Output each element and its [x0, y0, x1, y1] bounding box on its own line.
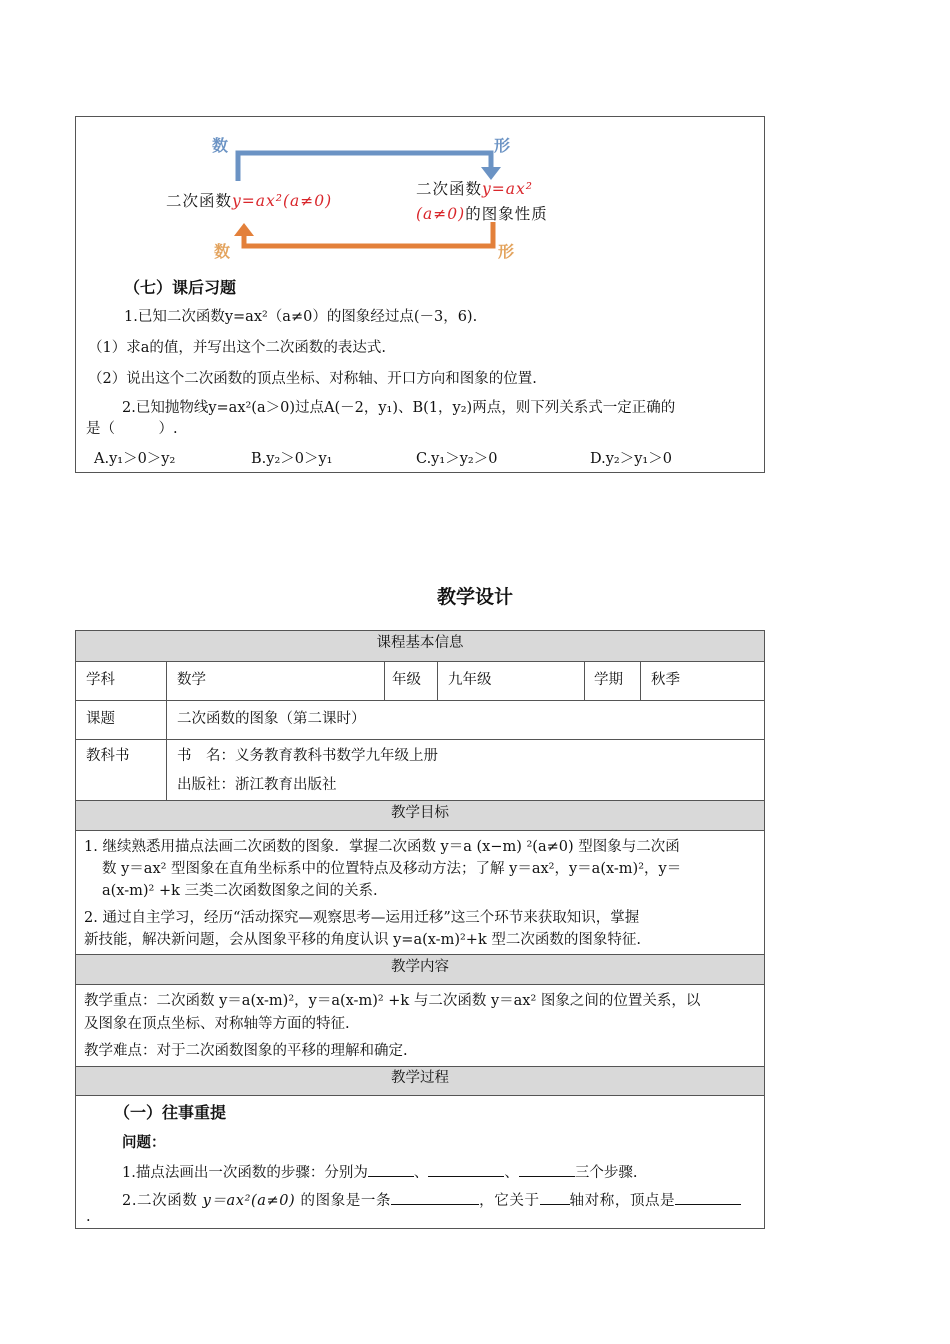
- option-a: A.y₁＞0＞y₂: [94, 451, 176, 467]
- goals-header: 教学目标: [76, 800, 764, 831]
- answer-blank[interactable]: [428, 1162, 504, 1177]
- topic-label: 课题: [86, 711, 115, 727]
- process-q2: [122, 1189, 741, 1210]
- col-divider: [640, 662, 641, 700]
- orange-arrow-line: [244, 222, 493, 246]
- answer-blank[interactable]: [391, 1190, 479, 1205]
- diagram-right-text-2: [416, 202, 548, 224]
- pq1-sep: 、: [413, 1165, 429, 1181]
- subject-label: 学科: [86, 672, 115, 688]
- pq2-text-c: ，它关于: [479, 1193, 540, 1209]
- exercise-q1-part2: （2）说出这个二次函数的顶点坐标、对称轴、开口方向和图象的位置.: [88, 371, 537, 387]
- exercise-q2-line2: 是（ ）.: [86, 421, 178, 437]
- col-divider: [437, 662, 438, 700]
- row-divider: [76, 700, 764, 701]
- goal2-line1: 2. 通过自主学习，经历“活动探究—观察思考—运用迁移”这三个环节来获取知识，掌握: [84, 910, 640, 926]
- orange-arrow-head: [234, 223, 254, 236]
- pq1-end: 三个步骤.: [574, 1165, 638, 1181]
- col-divider: [584, 662, 585, 700]
- term-label: 学期: [594, 672, 623, 688]
- exercise-box: [75, 116, 765, 473]
- option-d: D.y₂＞y₁＞0: [590, 451, 672, 467]
- subject-value: 数学: [177, 672, 206, 688]
- process-section-heading: （一）往事重提: [114, 1103, 227, 1122]
- key-points-line2: 及图象在顶点坐标、对称轴等方面的特征.: [84, 1016, 350, 1032]
- label-number-bottom: 数: [214, 242, 231, 261]
- key-points-line1: 教学重点：二次函数 y＝a(x-m)²，y＝a(x-m)² +k 与二次函数 y＝ax² 图象之间的位置关系，以: [84, 993, 701, 1009]
- goal1-line3: a(x-m)² +k 三类二次函数图象之间的关系.: [102, 883, 378, 899]
- option-c: C.y₁＞y₂＞0: [416, 451, 498, 467]
- diagram-left-text: [166, 189, 332, 211]
- row-divider: [76, 739, 764, 740]
- col-divider: [166, 662, 167, 801]
- exercise-q1: 1.已知二次函数y=ax²（a≠0）的图象经过点(－3，6).: [124, 309, 478, 325]
- label-shape-top: 形: [494, 136, 511, 155]
- process-header: 教学过程: [76, 1066, 764, 1096]
- grade-label: 年级: [392, 672, 421, 688]
- answer-blank[interactable]: [519, 1162, 575, 1177]
- goal1-line2: 数 y＝ax² 型图象在直角坐标系中的位置特点及移动方法；了解 y＝ax²，y＝a(x-m)²，y＝: [102, 861, 682, 877]
- pq2-text-a: 2.二次函数: [122, 1193, 203, 1209]
- pq2-formula: y＝ax²(a≠0): [202, 1193, 296, 1209]
- content-header: 教学内容: [76, 954, 764, 985]
- exercise-q1-part1: （1）求a的值，并写出这个二次函数的表达式.: [88, 340, 386, 356]
- topic-value: 二次函数的图象（第二课时）: [177, 711, 366, 727]
- question-label: 问题：: [122, 1135, 166, 1151]
- left-text-formula: y=ax²(a≠0): [232, 192, 333, 210]
- answer-blank[interactable]: [540, 1190, 570, 1205]
- label-number-top: 数: [212, 136, 229, 155]
- exercise-heading: （七）课后习题: [124, 278, 237, 297]
- goal1-line1: 1. 继续熟悉用描点法画二次函数的图象．掌握二次函数 y＝a (x−m) ²(a≠0) 型图象与二次函: [84, 839, 680, 855]
- right-text-formula-2: (a≠0): [416, 205, 466, 223]
- answer-blank[interactable]: [675, 1190, 741, 1205]
- pq2-text-d: 轴对称，顶点是: [569, 1193, 676, 1209]
- col-divider: [384, 662, 385, 700]
- pq1-text: 1.描点法画出一次函数的步骤：分别为: [122, 1165, 368, 1181]
- grade-value: 九年级: [448, 672, 492, 688]
- difficulty-points: 教学难点：对于二次函数图象的平移的理解和确定.: [84, 1043, 408, 1059]
- goal2-line2: 新技能，解决新问题，会从图象平移的角度认识 y=a(x-m)²+k 型二次函数的图象特征.: [84, 932, 641, 948]
- left-text-plain: 二次函数: [166, 192, 233, 210]
- term-value: 秋季: [651, 672, 680, 688]
- pq1-sep: 、: [504, 1165, 519, 1181]
- option-b: B.y₂＞0＞y₁: [251, 451, 333, 467]
- process-q1: [122, 1161, 637, 1182]
- textbook-publisher: 出版社：浙江教育出版社: [177, 777, 337, 793]
- pq2-text-b: 的图象是一条: [295, 1193, 392, 1209]
- teaching-design-table: [75, 630, 765, 1229]
- textbook-name: 书 名：义务教育教科书数学九年级上册: [177, 748, 438, 764]
- page-title: 教学设计: [436, 586, 513, 608]
- diagram-right-text-1: [416, 177, 533, 199]
- right-text-formula-1: y=ax²: [482, 180, 533, 198]
- textbook-label: 教科书: [86, 748, 130, 764]
- process-q2-end: .: [86, 1209, 91, 1225]
- right-text-plain-1: 二次函数: [416, 180, 483, 198]
- answer-blank[interactable]: [368, 1162, 414, 1177]
- label-shape-bottom: 形: [498, 242, 515, 261]
- right-text-plain-2: 的图象性质: [465, 205, 548, 223]
- basic-info-header: 课程基本信息: [76, 631, 764, 662]
- exercise-q2-line1: 2.已知抛物线y=ax²(a＞0)过点A(－2，y₁)、B(1，y₂)两点，则下列关系式一定正确的: [122, 400, 676, 416]
